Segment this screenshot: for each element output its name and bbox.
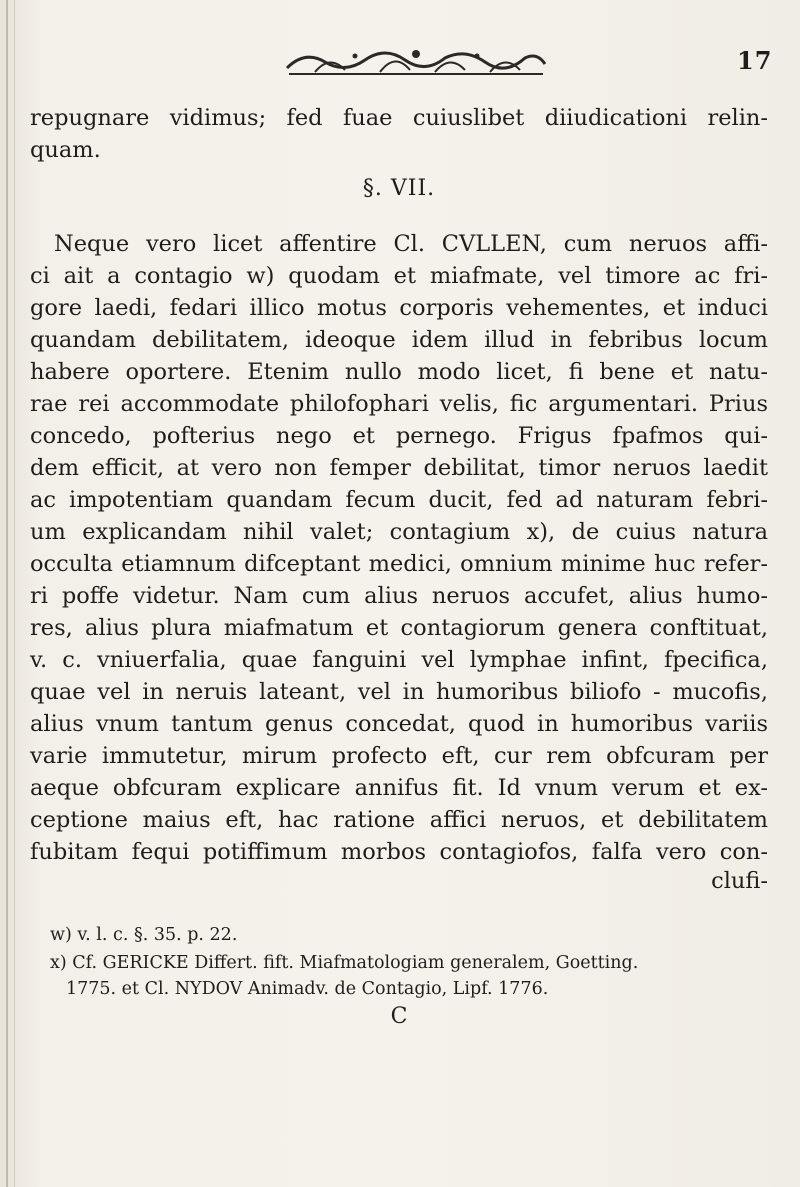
text-line: um explicandam nihil valet; contagium x), de cuius natura	[30, 519, 768, 545]
binding-gutter-inner	[14, 0, 15, 1187]
text-line: res, alius plura miafmatum et contagiorum genera conftituat,	[30, 615, 768, 641]
text-line: aeque obfcuram explicare annifus fit. Id vnum verum et ex-	[30, 775, 768, 801]
text-line: occulta etiamnum difceptant medici, omnium minime huc refer-	[30, 551, 768, 577]
text-line: dem efficit, at vero non femper debilitat, timor neruos laedit	[30, 455, 768, 481]
text-line: rae rei accommodate philofophari velis, fic argumentari. Prius	[30, 391, 768, 417]
catchword: clufi-	[711, 868, 768, 894]
text-line: concedo, pofterius nego et pernego. Frigus fpafmos qui-	[30, 423, 768, 449]
headpiece-ornament	[285, 42, 547, 78]
signature-mark: C	[390, 1004, 408, 1029]
text-line: ac impotentiam quandam fecum ducit, fed ad naturam febri-	[30, 487, 768, 513]
text-line: ceptione maius eft, hac ratione affici neruos, et debilitatem	[30, 807, 768, 833]
text-line: v. c. vniuerfalia, quae fanguini vel lymphae infint, fpecifica,	[30, 647, 768, 673]
footnote: x) Cf. GERICKE Differt. fift. Miafmatologiam generalem, Goetting.	[50, 953, 639, 973]
text-line: fubitam fequi potiffimum morbos contagiofos, falfa vero con-	[30, 839, 768, 865]
text-line: quam.	[30, 137, 101, 163]
text-line: ri poffe videtur. Nam cum alius neruos accufet, alius humo-	[30, 583, 768, 609]
text-line: repugnare vidimus; fed fuae cuiuslibet diiudicationi relin-	[30, 105, 768, 131]
text-line: varie immutetur, mirum profecto eft, cur rem obfcuram per	[30, 743, 768, 769]
text-line: alius vnum tantum genus concedat, quod in humoribus variis	[30, 711, 768, 737]
text-line: habere oportere. Etenim nullo modo licet, fi bene et natu-	[30, 359, 768, 385]
text-line: Neque vero licet affentire Cl. CVLLEN, cum neruos affi-	[54, 231, 768, 257]
text-line: quae vel in neruis lateant, vel in humoribus biliofo - mucofis,	[30, 679, 768, 705]
footnote: 1775. et Cl. NYDOV Animadv. de Contagio, Lipf. 1776.	[66, 979, 549, 999]
page-number: 17	[737, 46, 773, 75]
binding-gutter	[6, 0, 8, 1187]
text-line: gore laedi, fedari illico motus corporis vehementes, et induci	[30, 295, 768, 321]
text-line: ci ait a contagio w) quodam et miafmate, vel timore ac fri-	[30, 263, 768, 289]
text-line: quandam debilitatem, ideoque idem illud in febribus locum	[30, 327, 768, 353]
footnote: w) v. l. c. §. 35. p. 22.	[50, 925, 238, 945]
section-heading: §. VII.	[362, 176, 436, 201]
